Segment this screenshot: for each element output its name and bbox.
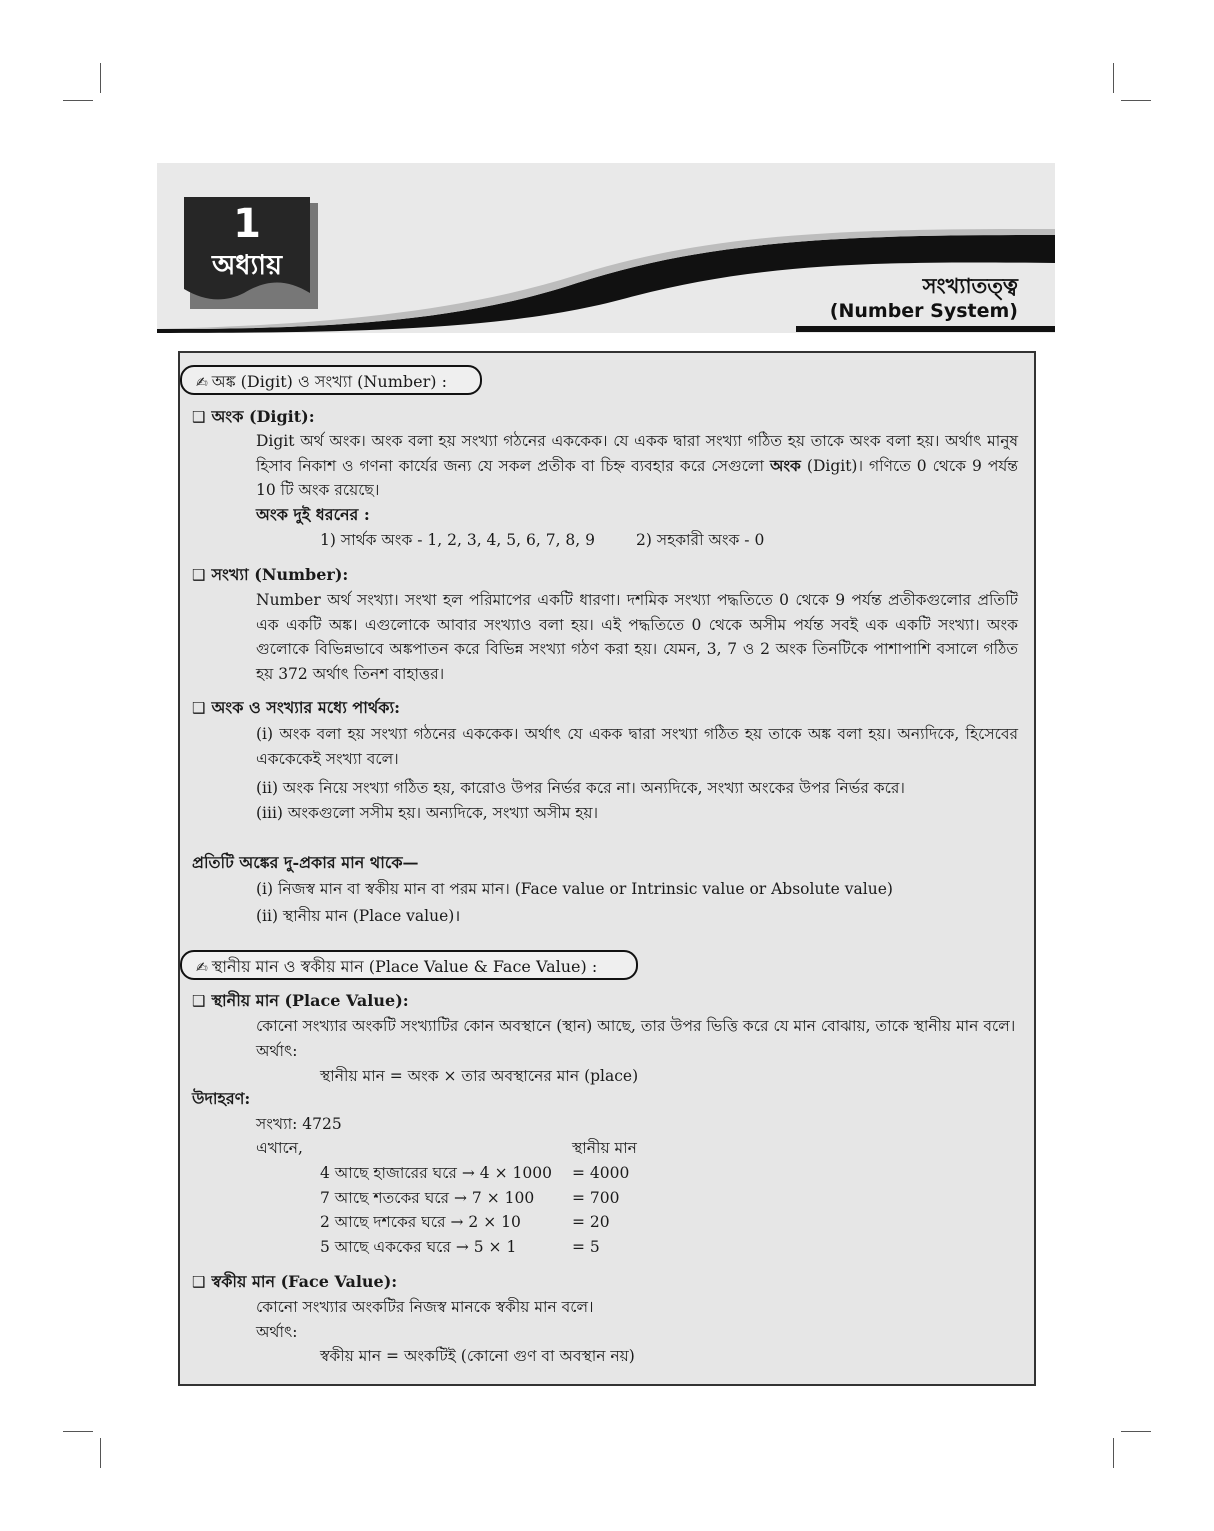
digit-paragraph: Digit অর্থ অংক। অংক বলা হয় সংখ্যা গঠনের এককেক। যে একক দ্বারা সংখ্যা গঠিত হয় তাকে অংক বলা হয়। অর্থাৎ মানুষ হিসাব নিকাশ ও গণনা কার্যের জন্য যে সকল প্রতীক বা চিহ্ন ব্যবহার করে সেগুলো অংক (Digit)। গণিতে 0 থেকে 9 পর্যন্ত 10 টি অংক রয়েছে।	[256, 432, 1018, 499]
face-value-formula: স্বকীয় মান = অংকটিই (কোনো গুণ বা অবস্থান নয়)	[320, 1347, 635, 1365]
digit-type-1: 1) সার্থক অংক - 1, 2, 3, 4, 5, 6, 7, 8, 9	[320, 531, 595, 549]
section-heading-text: স্থানীয় মান ও স্বকীয় মান (Place Value & Face Value) :	[211, 957, 598, 976]
number-paragraph: Number অর্থ সংখ্যা। সংখা হল পরিমাপের একটি ধারণা। দশমিক সংখ্যা পদ্ধতিতে 0 থেকে 9 পর্যন্ত প্রতীকগুলোর প্রতিটি এক একটি অঙ্ক। এগুলোকে আবার সংখ্যাও বলা হয়। এই পদ্ধতিতে 0 থেকে অসীম পর্যন্ত সবই এক একটি সংখ্যা। অংক গুলোকে বিভিন্নভাবে অঙ্কপাতন করে বিভিন্ন সংখ্যা গঠণ করা হয়। যেমন, 3, 7 ও 2 অংক তিনটিকে পাশাপাশি বসালে গঠিত হয় 372 অর্থাৎ তিনশ বাহাত্তর।	[256, 591, 1018, 683]
crop-mark	[100, 63, 101, 93]
digit-type-2: 2) সহকারী অংক - 0	[636, 531, 765, 549]
number-heading: ❑ সংখ্যা (Number):	[192, 565, 349, 584]
example-row-value: = 5	[572, 1238, 600, 1256]
crop-mark	[1121, 100, 1151, 101]
checkbox-icon: ❑	[192, 992, 206, 1010]
values-item-ii: (ii) স্থানীয় মান (Place value)।	[256, 907, 461, 925]
chapter-badge	[184, 197, 318, 309]
checkbox-icon: ❑	[192, 566, 206, 584]
face-value-definition: কোনো সংখ্যার অংকটির নিজস্ব মানকে স্বকীয় মান বলে।	[256, 1298, 594, 1316]
chapter-number: 1	[233, 201, 261, 247]
example-row-value: = 4000	[572, 1164, 630, 1182]
title-rule	[796, 326, 1055, 332]
values-item-i: (i) নিজস্ব মান বা স্বকীয় মান বা পরম মান। (Face value or Intrinsic value or Absolute value)	[256, 880, 893, 898]
example-row-value: = 20	[572, 1213, 610, 1231]
difference-heading: ❑ অংক ও সংখ্যার মধ্যে পার্থক্য:	[192, 698, 401, 717]
difference-item-ii: (ii) অংক নিয়ে সংখ্যা গঠিত হয়, কারোও উপর নির্ভর করে না। অন্যদিকে, সংখ্যা অংকের উপর নির্ভর করে।	[256, 779, 905, 797]
place-value-arthat: অর্থাৎ:	[256, 1042, 298, 1060]
checkbox-icon: ❑	[192, 408, 206, 426]
crop-mark	[1113, 1438, 1114, 1468]
content-box	[178, 351, 1036, 1386]
values-heading: প্রতিটি অঙ্কের দু-প্রকার মান থাকে—	[192, 853, 419, 872]
example-column-header: স্থানীয় মান	[572, 1139, 637, 1157]
place-value-definition: কোনো সংখ্যার অংকটি সংখ্যাটির কোন অবস্থানে (স্থান) আছে, তার উপর ভিত্তি করে যে মান বোঝায়, তাকে স্থানীয় মান বলে।	[256, 1017, 1016, 1035]
crop-mark	[63, 100, 93, 101]
crop-mark	[1113, 63, 1114, 93]
example-row-text: 5 আছে এককের ঘরে → 5 × 1	[320, 1238, 517, 1256]
face-value-arthat: অর্থাৎ:	[256, 1323, 298, 1341]
digit-heading: ❑ অংক (Digit):	[192, 407, 315, 426]
crop-mark	[63, 1431, 93, 1432]
example-here: এখানে,	[256, 1139, 303, 1157]
example-row-text: 7 আছে শতকের ঘরে → 7 × 100	[320, 1189, 535, 1207]
place-value-heading: ❑ স্থানীয় মান (Place Value):	[192, 991, 409, 1010]
section-heading-text: অঙ্ক (Digit) ও সংখ্যা (Number) :	[211, 372, 447, 391]
crop-mark	[1121, 1431, 1151, 1432]
crop-mark	[100, 1438, 101, 1468]
section-heading-digit-number	[180, 365, 482, 395]
chapter-title: সংখ্যাতত্ত্ব	[922, 274, 1018, 298]
example-heading: উদাহরণ:	[192, 1089, 251, 1108]
place-value-formula: স্থানীয় মান = অংক × তার অবস্থানের মান (place)	[320, 1067, 639, 1085]
chapter-word: অধ্যায়	[211, 250, 283, 281]
pen-icon: ✍	[196, 375, 208, 391]
checkbox-icon: ❑	[192, 1273, 206, 1291]
checkbox-icon: ❑	[192, 699, 206, 717]
example-number: সংখ্যা: 4725	[256, 1115, 342, 1133]
example-row-text: 4 আছে হাজারের ঘরে → 4 × 1000	[320, 1164, 552, 1182]
example-row-text: 2 আছে দশকের ঘরে → 2 × 10	[320, 1213, 521, 1231]
pen-icon: ✍	[196, 960, 208, 976]
difference-item-iii: (iii) অংকগুলো সসীম হয়। অন্যদিকে, সংখ্যা অসীম হয়।	[256, 804, 599, 822]
example-row-value: = 700	[572, 1189, 620, 1207]
chapter-subtitle: (Number System)	[829, 300, 1018, 322]
digit-types-heading: অংক দুই ধরনের :	[256, 505, 370, 524]
face-value-heading: ❑ স্বকীয় মান (Face Value):	[192, 1272, 398, 1291]
section-heading-place-face	[180, 950, 638, 980]
difference-item-i: (i) অংক বলা হয় সংখ্যা গঠনের এককেক। অর্থাৎ যে একক দ্বারা সংখ্যা গঠিত হয় তাকে অঙ্ক বলা হয়। অন্যদিকে, হিসেবের এককেকেই সংখ্যা বলে।	[256, 725, 1018, 768]
